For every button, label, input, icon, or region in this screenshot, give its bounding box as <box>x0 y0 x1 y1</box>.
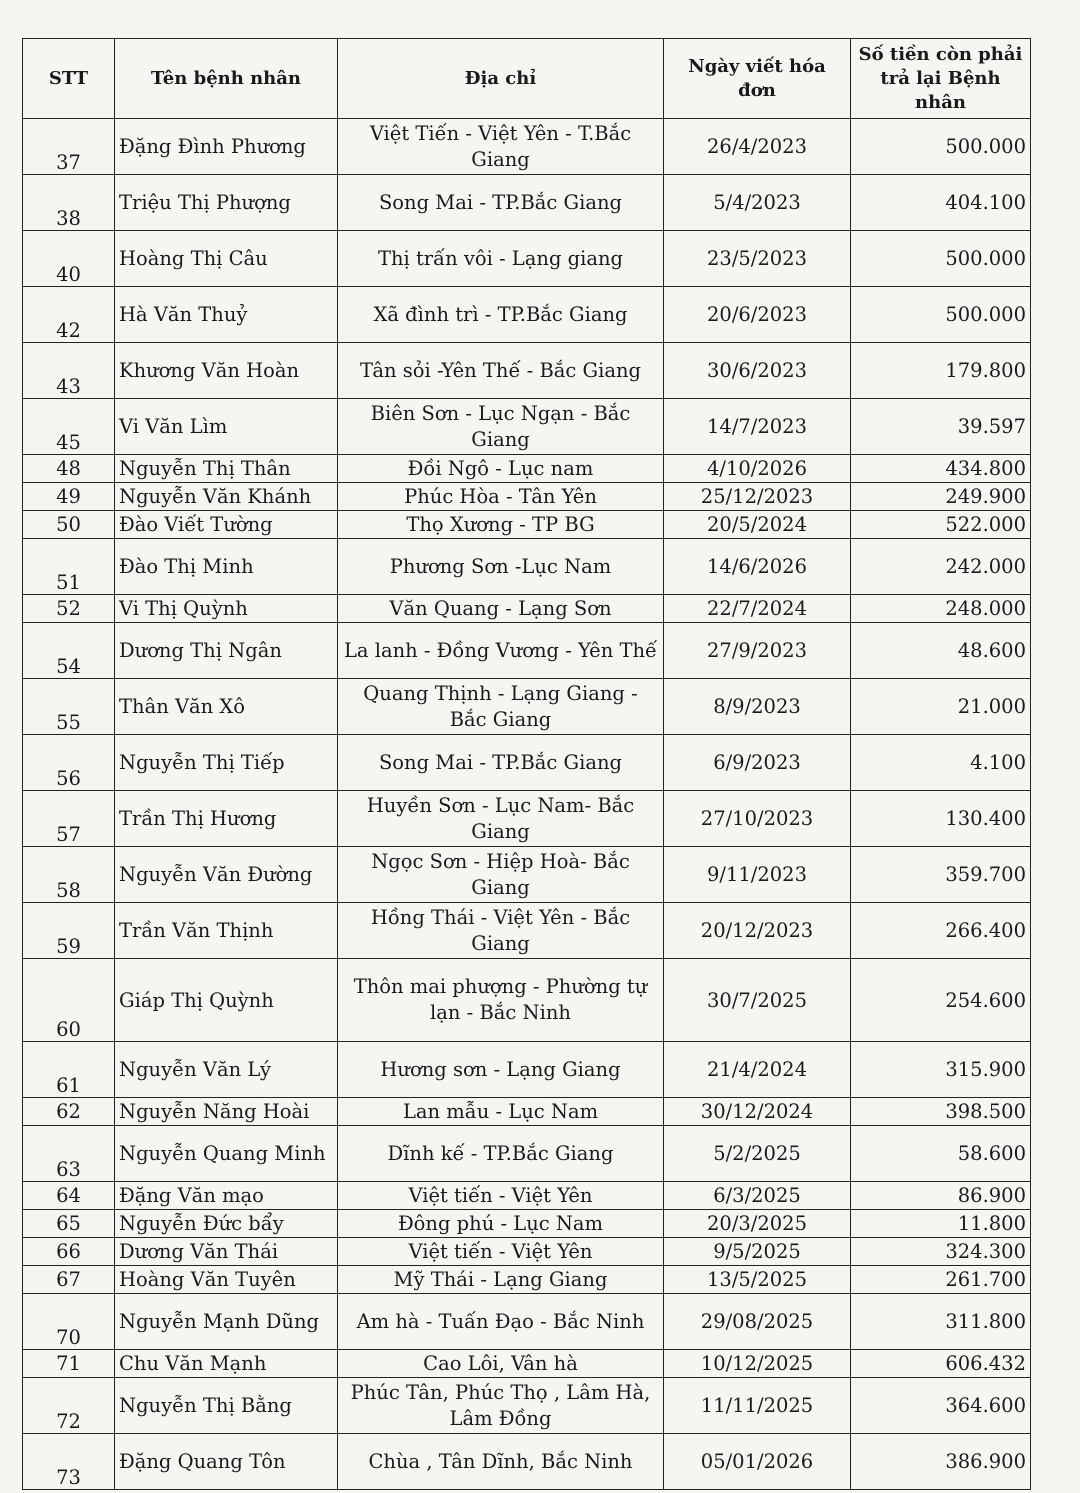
cell-address: Lan mẫu - Lục Nam <box>338 1098 664 1126</box>
cell-patient-name: Đặng Văn mạo <box>115 1182 338 1210</box>
cell-refund-amount: 130.400 <box>851 791 1031 847</box>
cell-stt: 63 <box>23 1126 115 1182</box>
table-row <box>23 539 1031 595</box>
cell-invoice-date: 14/7/2023 <box>664 399 851 455</box>
cell-invoice-date: 23/5/2023 <box>664 231 851 287</box>
cell-stt: 42 <box>23 287 115 343</box>
cell-address: Hương sơn - Lạng Giang <box>338 1042 664 1098</box>
cell-patient-name: Nguyễn Thị Bằng <box>115 1378 338 1434</box>
cell-patient-name: Hoàng Thị Câu <box>115 231 338 287</box>
cell-refund-amount: 315.900 <box>851 1042 1031 1098</box>
table-row <box>23 175 1031 231</box>
cell-stt: 52 <box>23 595 115 623</box>
header-row <box>23 39 1031 119</box>
cell-invoice-date: 20/3/2025 <box>664 1210 851 1238</box>
cell-invoice-date: 10/12/2025 <box>664 1350 851 1378</box>
cell-patient-name: Nguyễn Văn Đường <box>115 847 338 903</box>
header-stt: STT <box>23 39 115 119</box>
cell-address: Quang Thịnh - Lạng Giang - Bắc Giang <box>338 679 664 735</box>
cell-patient-name: Nguyễn Đức bẩy <box>115 1210 338 1238</box>
cell-address: Xã đình trì - TP.Bắc Giang <box>338 287 664 343</box>
cell-address: Song Mai - TP.Bắc Giang <box>338 735 664 791</box>
table-row <box>23 1294 1031 1350</box>
cell-refund-amount: 500.000 <box>851 119 1031 175</box>
cell-patient-name: Nguyễn Thị Thân <box>115 455 338 483</box>
cell-invoice-date: 05/01/2026 <box>664 1434 851 1490</box>
cell-patient-name: Nguyễn Mạnh Dũng <box>115 1294 338 1350</box>
cell-patient-name: Trần Văn Thịnh <box>115 903 338 959</box>
table-row <box>23 399 1031 455</box>
cell-stt: 67 <box>23 1266 115 1294</box>
table-row <box>23 791 1031 847</box>
cell-patient-name: Đặng Quang Tôn <box>115 1434 338 1490</box>
table-row <box>23 455 1031 483</box>
cell-stt: 72 <box>23 1378 115 1434</box>
cell-stt: 40 <box>23 231 115 287</box>
cell-patient-name: Nguyễn Thị Tiếp <box>115 735 338 791</box>
cell-invoice-date: 14/6/2026 <box>664 539 851 595</box>
cell-refund-amount: 500.000 <box>851 287 1031 343</box>
table-row <box>23 1042 1031 1098</box>
table-row <box>23 1350 1031 1378</box>
cell-refund-amount: 434.800 <box>851 455 1031 483</box>
cell-invoice-date: 20/12/2023 <box>664 903 851 959</box>
cell-address: La lanh - Đồng Vương - Yên Thế <box>338 623 664 679</box>
cell-address: Phúc Hòa - Tân Yên <box>338 483 664 511</box>
table-row <box>23 119 1031 175</box>
cell-address: Song Mai - TP.Bắc Giang <box>338 175 664 231</box>
table-row <box>23 343 1031 399</box>
cell-invoice-date: 5/2/2025 <box>664 1126 851 1182</box>
cell-patient-name: Đào Viết Tường <box>115 511 338 539</box>
cell-refund-amount: 48.600 <box>851 623 1031 679</box>
cell-refund-amount: 242.000 <box>851 539 1031 595</box>
cell-patient-name: Giáp Thị Quỳnh <box>115 959 338 1042</box>
table-row <box>23 1126 1031 1182</box>
cell-refund-amount: 359.700 <box>851 847 1031 903</box>
cell-patient-name: Thân Văn Xô <box>115 679 338 735</box>
cell-stt: 59 <box>23 903 115 959</box>
cell-stt: 51 <box>23 539 115 595</box>
cell-patient-name: Nguyễn Năng Hoài <box>115 1098 338 1126</box>
cell-address: Chùa , Tân Dĩnh, Bắc Ninh <box>338 1434 664 1490</box>
table-row <box>23 903 1031 959</box>
cell-stt: 65 <box>23 1210 115 1238</box>
cell-patient-name: Vi Thị Quỳnh <box>115 595 338 623</box>
cell-refund-amount: 500.000 <box>851 231 1031 287</box>
cell-address: Phúc Tân, Phúc Thọ , Lâm Hà, Lâm Đồng <box>338 1378 664 1434</box>
table-row <box>23 735 1031 791</box>
cell-refund-amount: 21.000 <box>851 679 1031 735</box>
cell-refund-amount: 266.400 <box>851 903 1031 959</box>
cell-invoice-date: 9/5/2025 <box>664 1238 851 1266</box>
cell-address: Huyền Sơn - Lục Nam- Bắc Giang <box>338 791 664 847</box>
cell-patient-name: Dương Văn Thái <box>115 1238 338 1266</box>
table-row <box>23 1434 1031 1490</box>
table-body <box>23 119 1031 1490</box>
cell-refund-amount: 39.597 <box>851 399 1031 455</box>
cell-invoice-date: 26/4/2023 <box>664 119 851 175</box>
cell-invoice-date: 4/10/2026 <box>664 455 851 483</box>
header-name: Tên bệnh nhân <box>115 39 338 119</box>
cell-stt: 54 <box>23 623 115 679</box>
cell-refund-amount: 249.900 <box>851 483 1031 511</box>
cell-stt: 50 <box>23 511 115 539</box>
cell-stt: 55 <box>23 679 115 735</box>
cell-address: Văn Quang - Lạng Sơn <box>338 595 664 623</box>
cell-refund-amount: 522.000 <box>851 511 1031 539</box>
table-row <box>23 287 1031 343</box>
cell-invoice-date: 20/6/2023 <box>664 287 851 343</box>
cell-patient-name: Triệu Thị Phượng <box>115 175 338 231</box>
cell-invoice-date: 29/08/2025 <box>664 1294 851 1350</box>
cell-invoice-date: 8/9/2023 <box>664 679 851 735</box>
table-row <box>23 623 1031 679</box>
table-row <box>23 1378 1031 1434</box>
cell-invoice-date: 30/7/2025 <box>664 959 851 1042</box>
cell-stt: 71 <box>23 1350 115 1378</box>
cell-stt: 43 <box>23 343 115 399</box>
table-row <box>23 679 1031 735</box>
cell-stt: 37 <box>23 119 115 175</box>
cell-address: Ngọc Sơn - Hiệp Hoà- Bắc Giang <box>338 847 664 903</box>
table-row <box>23 1266 1031 1294</box>
cell-refund-amount: 311.800 <box>851 1294 1031 1350</box>
cell-patient-name: Dương Thị Ngân <box>115 623 338 679</box>
table-row <box>23 1238 1031 1266</box>
cell-refund-amount: 386.900 <box>851 1434 1031 1490</box>
cell-address: Biên Sơn - Lục Ngạn - Bắc Giang <box>338 399 664 455</box>
cell-patient-name: Hoàng Văn Tuyên <box>115 1266 338 1294</box>
cell-refund-amount: 324.300 <box>851 1238 1031 1266</box>
cell-address: Phương Sơn -Lục Nam <box>338 539 664 595</box>
cell-address: Dĩnh kế - TP.Bắc Giang <box>338 1126 664 1182</box>
cell-refund-amount: 404.100 <box>851 175 1031 231</box>
cell-refund-amount: 606.432 <box>851 1350 1031 1378</box>
cell-stt: 45 <box>23 399 115 455</box>
cell-address: Đông phú - Lục Nam <box>338 1210 664 1238</box>
cell-invoice-date: 21/4/2024 <box>664 1042 851 1098</box>
cell-address: Việt tiến - Việt Yên <box>338 1182 664 1210</box>
cell-invoice-date: 22/7/2024 <box>664 595 851 623</box>
cell-invoice-date: 27/10/2023 <box>664 791 851 847</box>
cell-patient-name: Chu Văn Mạnh <box>115 1350 338 1378</box>
cell-refund-amount: 261.700 <box>851 1266 1031 1294</box>
cell-refund-amount: 11.800 <box>851 1210 1031 1238</box>
table-row <box>23 595 1031 623</box>
table-row <box>23 1210 1031 1238</box>
cell-stt: 61 <box>23 1042 115 1098</box>
table-row <box>23 511 1031 539</box>
cell-address: Đồi Ngô - Lục nam <box>338 455 664 483</box>
cell-stt: 57 <box>23 791 115 847</box>
header-amount: Số tiền còn phải trả lại Bệnh nhân <box>851 39 1031 119</box>
cell-stt: 49 <box>23 483 115 511</box>
cell-refund-amount: 4.100 <box>851 735 1031 791</box>
cell-refund-amount: 254.600 <box>851 959 1031 1042</box>
cell-stt: 48 <box>23 455 115 483</box>
cell-stt: 60 <box>23 959 115 1042</box>
cell-address: Việt Tiến - Việt Yên - T.Bắc Giang <box>338 119 664 175</box>
cell-invoice-date: 6/3/2025 <box>664 1182 851 1210</box>
cell-stt: 62 <box>23 1098 115 1126</box>
cell-refund-amount: 58.600 <box>851 1126 1031 1182</box>
cell-address: Việt tiến - Việt Yên <box>338 1238 664 1266</box>
table-row <box>23 231 1031 287</box>
cell-invoice-date: 13/5/2025 <box>664 1266 851 1294</box>
cell-invoice-date: 11/11/2025 <box>664 1378 851 1434</box>
cell-patient-name: Nguyễn Văn Khánh <box>115 483 338 511</box>
cell-address: Thôn mai phượng - Phường tự lạn - Bắc Ninh <box>338 959 664 1042</box>
cell-patient-name: Đào Thị Minh <box>115 539 338 595</box>
cell-invoice-date: 27/9/2023 <box>664 623 851 679</box>
cell-invoice-date: 20/5/2024 <box>664 511 851 539</box>
cell-refund-amount: 179.800 <box>851 343 1031 399</box>
cell-stt: 56 <box>23 735 115 791</box>
table-row <box>23 1098 1031 1126</box>
cell-address: Tân sỏi -Yên Thế - Bắc Giang <box>338 343 664 399</box>
cell-invoice-date: 30/12/2024 <box>664 1098 851 1126</box>
cell-refund-amount: 86.900 <box>851 1182 1031 1210</box>
cell-invoice-date: 9/11/2023 <box>664 847 851 903</box>
cell-refund-amount: 364.600 <box>851 1378 1031 1434</box>
table-row <box>23 1182 1031 1210</box>
cell-invoice-date: 25/12/2023 <box>664 483 851 511</box>
cell-patient-name: Hà Văn Thuỷ <box>115 287 338 343</box>
cell-refund-amount: 248.000 <box>851 595 1031 623</box>
cell-refund-amount: 398.500 <box>851 1098 1031 1126</box>
cell-address: Hồng Thái - Việt Yên - Bắc Giang <box>338 903 664 959</box>
header-date: Ngày viết hóa đơn <box>664 39 851 119</box>
cell-address: Thị trấn vôi - Lạng giang <box>338 231 664 287</box>
cell-address: Thọ Xương - TP BG <box>338 511 664 539</box>
header-address: Địa chỉ <box>338 39 664 119</box>
table-row <box>23 483 1031 511</box>
table-row <box>23 847 1031 903</box>
table-row <box>23 959 1031 1042</box>
cell-patient-name: Nguyễn Văn Lý <box>115 1042 338 1098</box>
cell-patient-name: Nguyễn Quang Minh <box>115 1126 338 1182</box>
cell-stt: 66 <box>23 1238 115 1266</box>
cell-patient-name: Khương Văn Hoàn <box>115 343 338 399</box>
cell-invoice-date: 5/4/2023 <box>664 175 851 231</box>
cell-patient-name: Đặng Đình Phương <box>115 119 338 175</box>
cell-address: Cao Lôi, Vân hà <box>338 1350 664 1378</box>
cell-patient-name: Trần Thị Hương <box>115 791 338 847</box>
cell-stt: 58 <box>23 847 115 903</box>
cell-stt: 38 <box>23 175 115 231</box>
cell-invoice-date: 30/6/2023 <box>664 343 851 399</box>
cell-invoice-date: 6/9/2023 <box>664 735 851 791</box>
cell-address: Am hà - Tuấn Đạo - Bắc Ninh <box>338 1294 664 1350</box>
cell-stt: 64 <box>23 1182 115 1210</box>
patient-refund-table <box>22 38 1031 1490</box>
cell-patient-name: Vi Văn Lìm <box>115 399 338 455</box>
cell-address: Mỹ Thái - Lạng Giang <box>338 1266 664 1294</box>
cell-stt: 73 <box>23 1434 115 1490</box>
cell-stt: 70 <box>23 1294 115 1350</box>
